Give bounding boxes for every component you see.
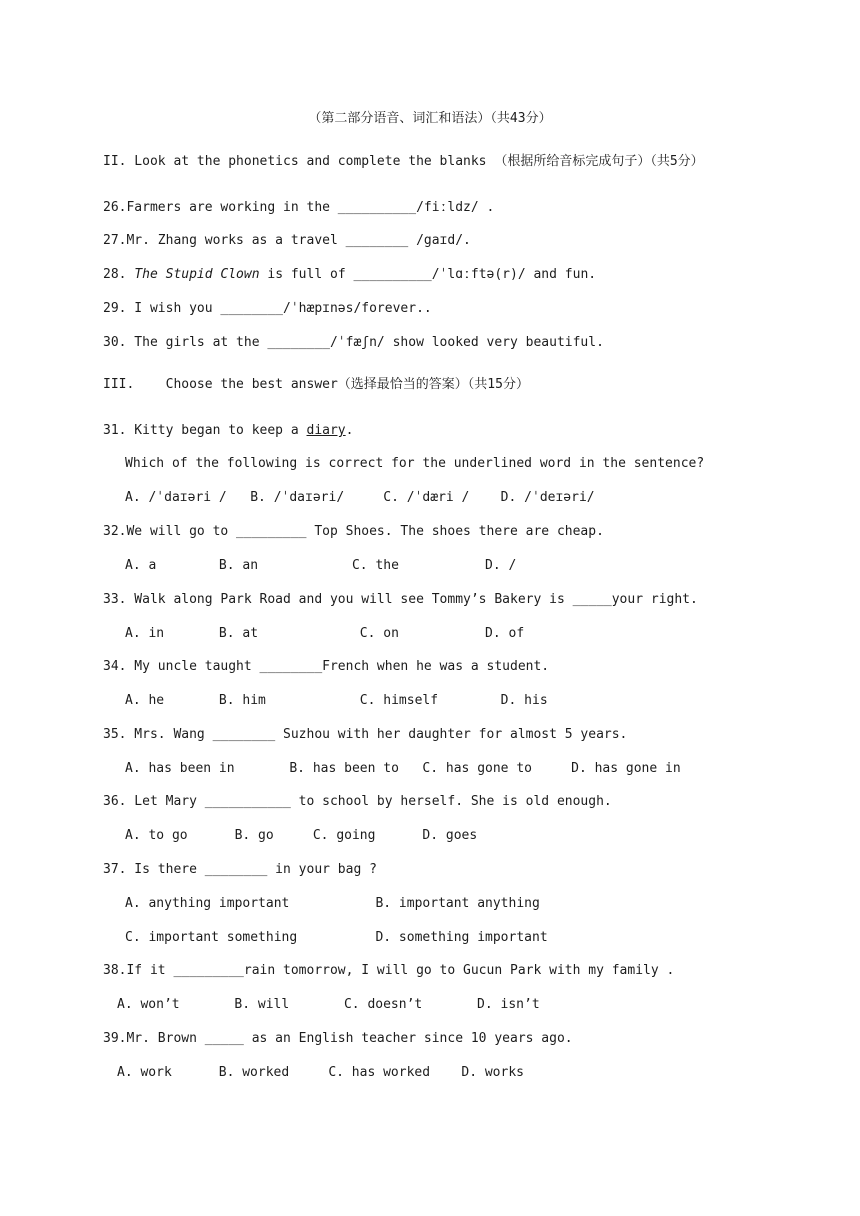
question-39: 39.Mr. Brown _____ as an English teacher since 10 years ago. xyxy=(103,1031,573,1046)
question-29: 29. I wish you ________/ˈhæpɪnəs/forever.. xyxy=(103,301,432,316)
section-iii-heading: III. Choose the best answer（选择最恰当的答案）（共15分） xyxy=(103,377,529,392)
question-31 xyxy=(103,422,353,440)
question-26: 26.Farmers are working in the __________/fiːldz/ . xyxy=(103,200,495,215)
part-title: （第二部分语音、词汇和语法）（共43分） xyxy=(308,111,552,126)
question-32: 32.We will go to _________ Top Shoes. The shoes there are cheap. xyxy=(103,524,604,539)
question-31-subquestion: Which of the following is correct for the underlined word in the sentence? xyxy=(125,456,705,471)
question-31-options: A. /ˈdaɪəri / B. /ˈdaɪəri/ C. /ˈdæri / D. /ˈdeɪəri/ xyxy=(125,490,595,505)
question-32-options: A. a B. an C. the D. / xyxy=(125,558,517,573)
question-37: 37. Is there ________ in your bag ? xyxy=(103,862,377,877)
question-33-options: A. in B. at C. on D. of xyxy=(125,626,525,641)
question-28 xyxy=(103,266,596,284)
question-31-text: 31. Kitty began to keep a xyxy=(103,423,307,438)
question-39-options: A. work B. worked C. has worked D. works xyxy=(117,1065,524,1080)
question-38-options: A. won’t B. will C. doesn’t D. isn’t xyxy=(117,997,540,1012)
question-27: 27.Mr. Zhang works as a travel ________ /gaɪd/. xyxy=(103,233,471,248)
question-37-options-row1: A. anything important B. important anything xyxy=(125,896,540,911)
question-34: 34. My uncle taught ________French when he was a student. xyxy=(103,659,550,674)
question-31-underlined-word: diary xyxy=(306,423,346,438)
question-28-title: The Stupid Clown xyxy=(134,267,260,282)
question-30: 30. The girls at the ________/ˈfæʃn/ show looked very beautiful. xyxy=(103,335,604,350)
question-35: 35. Mrs. Wang ________ Suzhou with her daughter for almost 5 years. xyxy=(103,727,628,742)
question-38: 38.If it _________rain tomorrow, I will go to Gucun Park with my family . xyxy=(103,963,675,978)
question-33: 33. Walk along Park Road and you will see Tommy’s Bakery is _____your right. xyxy=(103,592,698,607)
question-28-text: is full of __________/ˈlɑːftə(r)/ and fun. xyxy=(259,267,597,282)
question-35-options: A. has been in B. has been to C. has gone to D. has gone in xyxy=(125,761,681,776)
question-34-options: A. he B. him C. himself D. his xyxy=(125,693,548,708)
question-36-options: A. to go B. go C. going D. goes xyxy=(125,828,478,843)
question-36: 36. Let Mary ___________ to school by herself. She is old enough. xyxy=(103,794,612,809)
question-31-period: . xyxy=(345,423,354,438)
question-37-options-row2: C. important something D. something important xyxy=(125,930,548,945)
section-ii-heading: II. Look at the phonetics and complete the blanks （根据所给音标完成句子）（共5分） xyxy=(103,154,704,169)
question-28-number: 28. xyxy=(103,267,135,282)
